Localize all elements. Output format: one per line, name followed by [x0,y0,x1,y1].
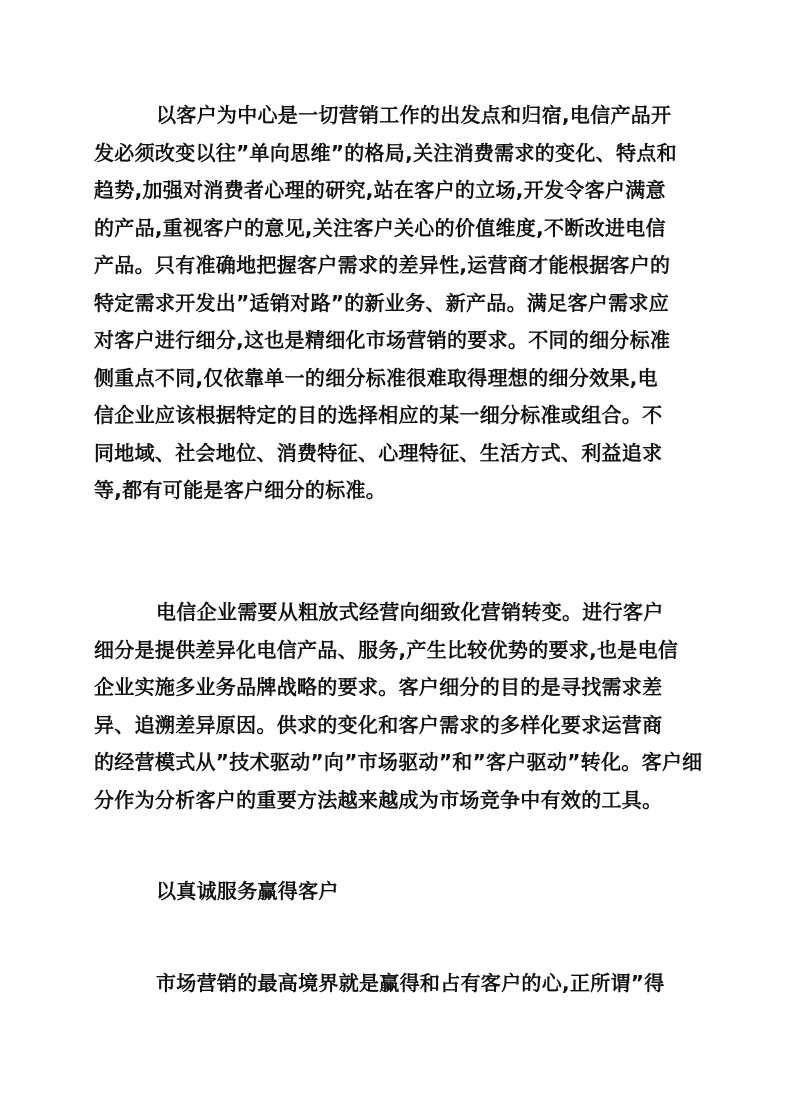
text-line: 异、追溯差异原因。供求的变化和客户需求的多样化要求运营商 [94,712,663,737]
text-line: 细分是提供差异化电信产品、服务,产生比较优势的要求,也是电信 [94,637,679,662]
text-line: 侧重点不同,仅依靠单一的细分标准很难取得理想的细分效果,电 [94,365,658,390]
text-line: 特定需求开发出”适销对路”的新业务、新产品。满足客户需求应 [94,290,669,315]
text-line: 信企业应该根据特定的目的选择相应的某一细分标准或组合。不 [94,403,663,427]
text-line: 等,都有可能是客户细分的标准。 [94,478,387,502]
text-line: 企业实施多业务品牌战略的要求。客户细分的目的是寻找需求差 [94,675,663,699]
paragraph-customer-centric [94,97,700,510]
text-line: 的经营模式从”技术驱动”向”市场驱动”和”客户驱动”转化。客户细 [94,750,703,774]
heading-line: 以真诚服务赢得客户 [156,879,339,903]
text-line: 发必须改变以往”单向思维”的格局,关注消费需求的变化、特点和 [94,140,677,165]
paragraph-marketing-realm [94,965,700,1003]
text-line: 电信企业需要从粗放式经营向细致化营销转变。进行客户 [156,600,664,624]
section-heading [94,873,700,911]
text-line: 的产品,重视客户的意见,关注客户关心的价值维度,不断改进电信 [94,215,666,240]
text-line: 产品。只有准确地把握客户需求的差异性,运营商才能根据客户的 [94,253,671,277]
text-line: 趋势,加强对消费者心理的研究,站在客户的立场,开发令客户满意 [94,178,666,202]
text-line: 同地域、社会地位、消费特征、心理特征、生活方式、利益追求 [94,440,663,465]
text-line: 分作为分析客户的重要方法越来越成为市场竞争中有效的工具。 [94,787,663,812]
paragraph-customer-segmentation [94,594,703,819]
text-line: 市场营销的最高境界就是赢得和占有客户的心,正所谓”得 [156,971,665,995]
text-line: 以客户为中心是一切营销工作的出发点和归宿,电信产品开 [156,103,672,127]
text-line: 对客户进行细分,这也是精细化市场营销的要求。不同的细分标准 [94,328,671,352]
